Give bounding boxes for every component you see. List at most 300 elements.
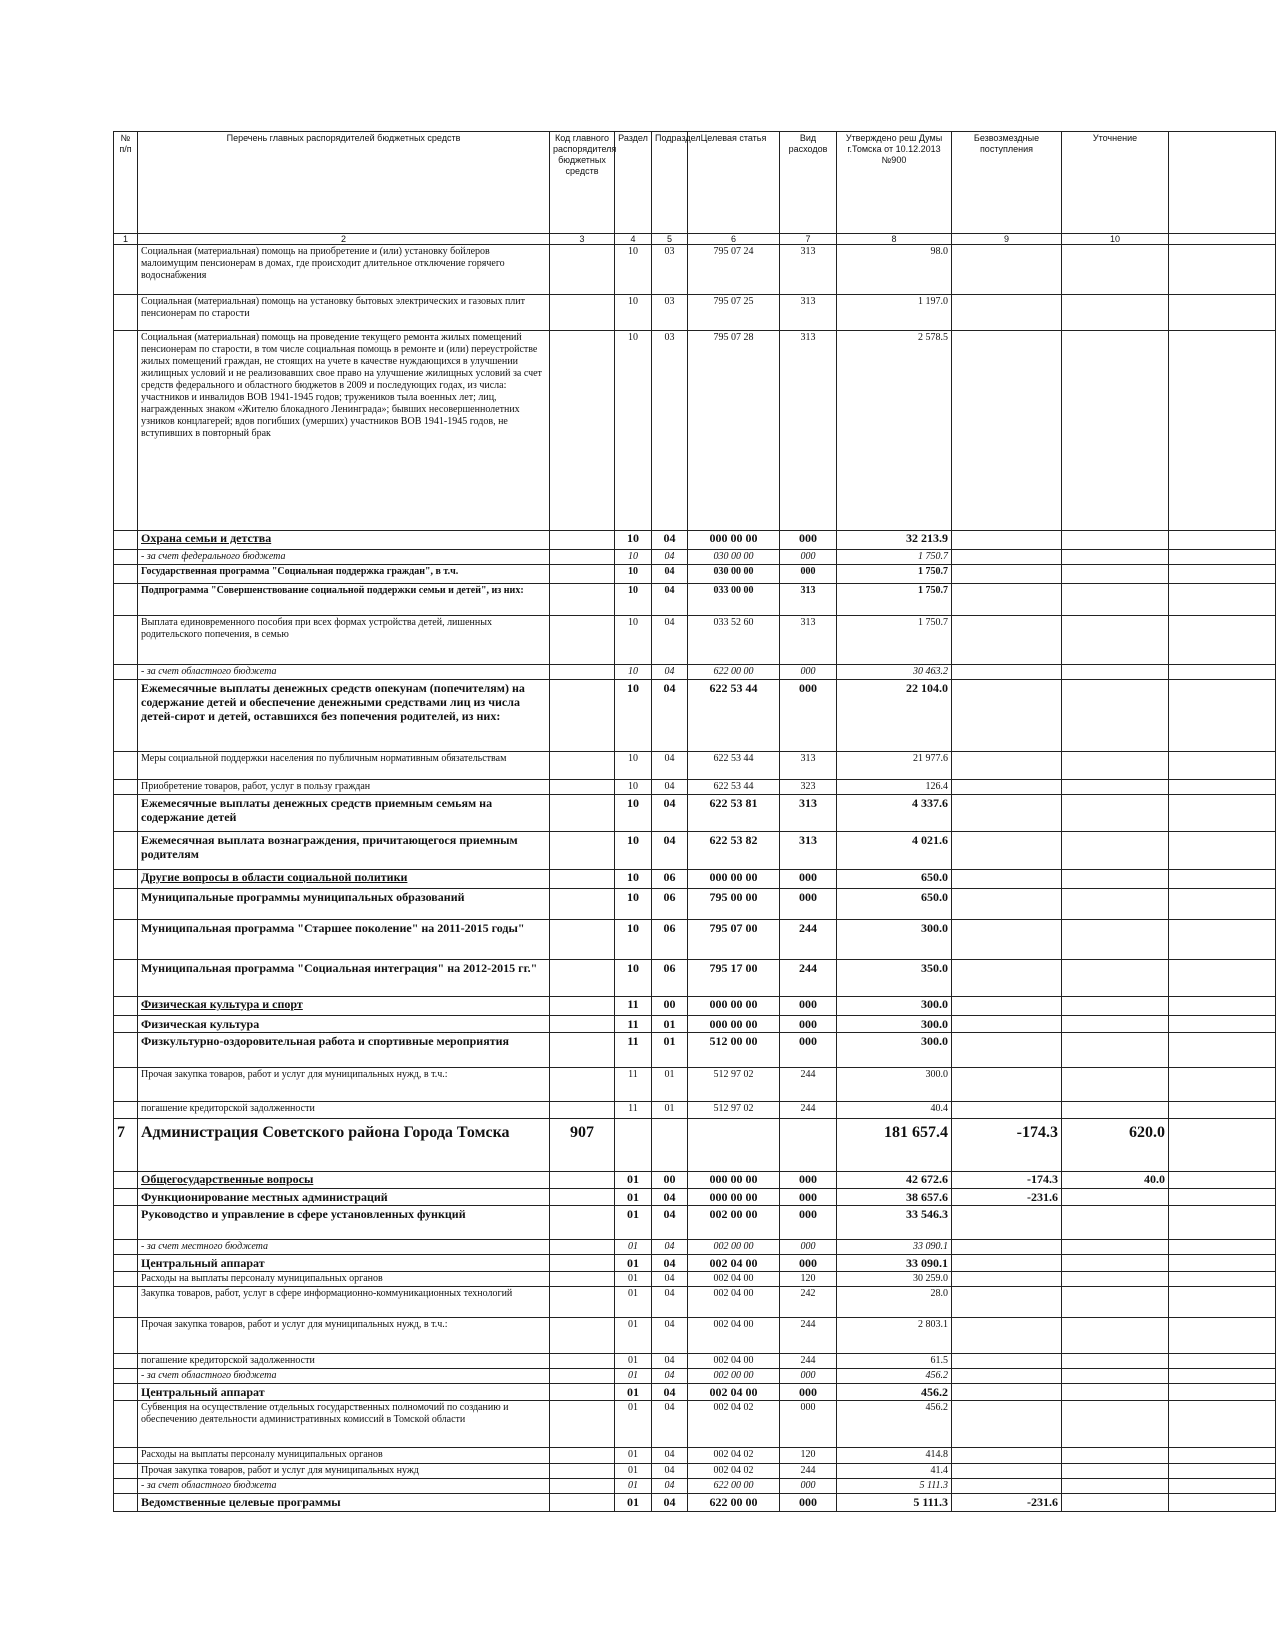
row-code (550, 1189, 615, 1206)
row-target-article: 795 07 00 (688, 920, 780, 960)
row-approved-amount: 456.2 (837, 1384, 952, 1401)
row-adjustment (1062, 1068, 1169, 1102)
row-podrazdel: 04 (652, 1384, 688, 1401)
row-razdel: 10 (615, 752, 652, 780)
row-approved-amount: 5 111.3 (837, 1494, 952, 1512)
row-adjustment (1062, 1384, 1169, 1401)
row-razdel: 01 (615, 1369, 652, 1384)
row-approved-amount: 61.5 (837, 1354, 952, 1369)
row-free-receipts (952, 1287, 1062, 1318)
row-number (114, 665, 138, 680)
row-adjustment (1062, 1272, 1169, 1287)
table-row (114, 889, 1276, 920)
row-code (550, 1172, 615, 1189)
row-target-article: 002 04 02 (688, 1401, 780, 1448)
table-row (114, 1240, 1276, 1255)
row-code: 907 (550, 1119, 615, 1172)
row-name: Социальная (материальная) помощь на установку бытовых электрических и газовых плит пенсионерам по старости (138, 295, 550, 331)
row-expense-type: 313 (780, 752, 837, 780)
row-free-receipts (952, 245, 1062, 295)
row-approved-amount: 1 750.7 (837, 584, 952, 616)
row-name: Центральный аппарат (138, 1384, 550, 1401)
row-approved-amount: 1 197.0 (837, 295, 952, 331)
row-razdel: 10 (615, 245, 652, 295)
row-expense-type: 323 (780, 780, 837, 795)
table-row (114, 565, 1276, 584)
row-expense-type: 313 (780, 832, 837, 870)
row-razdel: 01 (615, 1255, 652, 1272)
row-target-article: 622 53 82 (688, 832, 780, 870)
row-razdel: 10 (615, 616, 652, 665)
row-expense-type: 000 (780, 680, 837, 752)
row-free-receipts: -231.6 (952, 1494, 1062, 1512)
row-expense-type: 244 (780, 1464, 837, 1479)
row-name: Социальная (материальная) помощь на приобретение и (или) установку бойлеров малоимущим пенсионерам в домах, где происходит длительное отключение горячего водоснабжения (138, 245, 550, 295)
table-row (114, 1401, 1276, 1448)
row-number (114, 295, 138, 331)
row-free-receipts (952, 1033, 1062, 1068)
row-free-receipts (952, 531, 1062, 550)
row-podrazdel: 04 (652, 780, 688, 795)
header-adjustment: Уточнение (1062, 132, 1169, 234)
row-approved-amount: 5 111.3 (837, 1479, 952, 1494)
row-name: Закупка товаров, работ, услуг в сфере информационно-коммуникационных технологий (138, 1287, 550, 1318)
row-target-article: 002 04 02 (688, 1448, 780, 1464)
row-adjustment (1062, 550, 1169, 565)
table-row (114, 960, 1276, 997)
table-row (114, 1384, 1276, 1401)
row-free-receipts (952, 752, 1062, 780)
row-target-article: 033 00 00 (688, 584, 780, 616)
row-number (114, 1287, 138, 1318)
row-code (550, 1102, 615, 1119)
row-approved-amount: 38 657.6 (837, 1189, 952, 1206)
table-row (114, 1102, 1276, 1119)
row-adjustment (1062, 1464, 1169, 1479)
table-row (114, 780, 1276, 795)
row-code (550, 1479, 615, 1494)
row-free-receipts (952, 1354, 1062, 1369)
row-free-receipts (952, 795, 1062, 832)
row-name: Ежемесячные выплаты денежных средств опекунам (попечителям) на содержание детей и обеспечение денежными средствами лиц из числа детей-сирот и детей, оставшихся без попечения родителей, из них: (138, 680, 550, 752)
header-podrazdel: Подраздел (652, 132, 688, 234)
row-approved-amount: 30 259.0 (837, 1272, 952, 1287)
row-podrazdel (652, 1119, 688, 1172)
row-podrazdel: 03 (652, 295, 688, 331)
row-number (114, 1033, 138, 1068)
row-adjustment (1062, 920, 1169, 960)
row-number (114, 565, 138, 584)
row-razdel: 01 (615, 1384, 652, 1401)
row-approved-amount: 650.0 (837, 870, 952, 889)
row-adjustment (1062, 1102, 1169, 1119)
row-number (114, 550, 138, 565)
row-podrazdel: 04 (652, 795, 688, 832)
row-number (114, 780, 138, 795)
row-razdel: 10 (615, 680, 652, 752)
header-num: № п/п (114, 132, 138, 234)
row-approved-amount: 300.0 (837, 1068, 952, 1102)
row-name: Администрация Советского района Города Томска (138, 1119, 550, 1172)
row-expense-type: 000 (780, 1369, 837, 1384)
table-row (114, 245, 1276, 295)
row-name: Прочая закупка товаров, работ и услуг для муниципальных нужд (138, 1464, 550, 1479)
row-podrazdel: 04 (652, 1448, 688, 1464)
row-expense-type: 000 (780, 1189, 837, 1206)
row-razdel: 10 (615, 960, 652, 997)
table-row (114, 920, 1276, 960)
row-razdel: 10 (615, 780, 652, 795)
row-free-receipts (952, 616, 1062, 665)
row-adjustment (1062, 565, 1169, 584)
row-approved-amount: 300.0 (837, 920, 952, 960)
row-podrazdel: 01 (652, 1068, 688, 1102)
row-approved-amount: 33 090.1 (837, 1255, 952, 1272)
column-numbers-row (114, 234, 1276, 245)
row-adjustment (1062, 795, 1169, 832)
row-expense-type: 000 (780, 870, 837, 889)
row-podrazdel: 00 (652, 1172, 688, 1189)
row-target-article: 002 04 00 (688, 1272, 780, 1287)
row-approved-amount: 181 657.4 (837, 1119, 952, 1172)
row-approved-amount: 30 463.2 (837, 665, 952, 680)
row-target-article: 000 00 00 (688, 531, 780, 550)
row-podrazdel: 04 (652, 1354, 688, 1369)
row-target-article: 795 07 24 (688, 245, 780, 295)
row-expense-type: 000 (780, 665, 837, 680)
table-row (114, 584, 1276, 616)
row-code (550, 1318, 615, 1354)
row-number (114, 1494, 138, 1512)
row-razdel: 10 (615, 665, 652, 680)
header-extra (1169, 132, 1276, 234)
row-razdel: 11 (615, 1068, 652, 1102)
row-podrazdel: 04 (652, 1494, 688, 1512)
table-row (114, 1369, 1276, 1384)
row-podrazdel: 04 (652, 1272, 688, 1287)
table-row (114, 616, 1276, 665)
row-number (114, 832, 138, 870)
row-razdel: 10 (615, 531, 652, 550)
table-row (114, 1119, 1276, 1172)
row-podrazdel: 04 (652, 531, 688, 550)
row-approved-amount: 456.2 (837, 1369, 952, 1384)
row-adjustment (1062, 960, 1169, 997)
row-free-receipts (952, 1384, 1062, 1401)
row-free-receipts (952, 295, 1062, 331)
row-code (550, 1287, 615, 1318)
row-number (114, 1464, 138, 1479)
row-target-article: 033 52 60 (688, 616, 780, 665)
row-adjustment (1062, 1354, 1169, 1369)
row-expense-type: 313 (780, 331, 837, 531)
row-name: Приобретение товаров, работ, услуг в пользу граждан (138, 780, 550, 795)
table-row (114, 1318, 1276, 1354)
row-razdel: 11 (615, 1102, 652, 1119)
row-adjustment (1062, 1494, 1169, 1512)
row-number (114, 1172, 138, 1189)
header-approved: Утверждено реш Думы г.Томска от 10.12.2013 №900 (837, 132, 952, 234)
row-approved-amount: 2 578.5 (837, 331, 952, 531)
row-razdel: 01 (615, 1287, 652, 1318)
table-row (114, 1189, 1276, 1206)
row-name: Социальная (материальная) помощь на проведение текущего ремонта жилых помещений пенсионерам по старости, в том числе социальная помощь в ремонте и (или) переустройстве жилых помещений граждан, не стоящих на учете в качестве нуждающихся в улучшении жилищных условий и не реализовавших свое право на улучшение жилищных условий за счет средств федерального и областного бюджетов в 2009 и последующих годах, из числа: участников и инвалидов ВОВ 1941-1945 годов; тружеников тыла военных лет; лиц, награжденных знаком «Жителю блокадного Ленинграда»; бывших несовершеннолетних узников концлагерей; вдов погибших (умерших) участников ВОВ 1941-1945 годов, не вступивших в повторный брак (138, 331, 550, 531)
row-approved-amount: 1 750.7 (837, 550, 952, 565)
row-podrazdel: 04 (652, 665, 688, 680)
column-number: 10 (1062, 234, 1169, 245)
row-expense-type: 242 (780, 1287, 837, 1318)
row-target-article: 030 00 00 (688, 550, 780, 565)
row-number: 7 (114, 1119, 138, 1172)
row-target-article: 002 04 00 (688, 1384, 780, 1401)
row-target-article: 002 04 00 (688, 1318, 780, 1354)
table-row (114, 680, 1276, 752)
row-target-article: 512 97 02 (688, 1068, 780, 1102)
row-number (114, 1479, 138, 1494)
row-podrazdel: 01 (652, 1102, 688, 1119)
row-code (550, 1033, 615, 1068)
row-number (114, 616, 138, 665)
row-free-receipts (952, 584, 1062, 616)
row-target-article: 622 53 44 (688, 780, 780, 795)
column-number: 7 (780, 234, 837, 245)
row-target-article: 512 97 02 (688, 1102, 780, 1119)
row-free-receipts (952, 1068, 1062, 1102)
row-adjustment (1062, 1189, 1169, 1206)
row-name: Ежемесячная выплата вознаграждения, причитающегося приемным родителям (138, 832, 550, 870)
row-adjustment (1062, 1318, 1169, 1354)
row-razdel: 01 (615, 1172, 652, 1189)
column-number: 5 (652, 234, 688, 245)
row-name: Муниципальная программа "Социальная интеграция" на 2012-2015 гг." (138, 960, 550, 997)
row-approved-amount: 40.4 (837, 1102, 952, 1119)
row-name: Субвенция на осуществление отдельных государственных полномочий по созданию и обеспечению деятельности административных комиссий в Томской области (138, 1401, 550, 1448)
row-approved-amount: 42 672.6 (837, 1172, 952, 1189)
row-free-receipts (952, 1448, 1062, 1464)
row-target-article: 002 00 00 (688, 1240, 780, 1255)
row-adjustment (1062, 870, 1169, 889)
row-podrazdel: 03 (652, 245, 688, 295)
row-expense-type: 313 (780, 616, 837, 665)
row-adjustment (1062, 832, 1169, 870)
row-expense-type: 313 (780, 584, 837, 616)
row-target-article: 002 04 02 (688, 1464, 780, 1479)
row-razdel: 10 (615, 550, 652, 565)
row-razdel: 01 (615, 1448, 652, 1464)
row-code (550, 1464, 615, 1479)
row-podrazdel: 04 (652, 616, 688, 665)
row-razdel: 01 (615, 1318, 652, 1354)
row-razdel: 01 (615, 1354, 652, 1369)
row-code (550, 616, 615, 665)
row-razdel: 10 (615, 295, 652, 331)
column-number: 9 (952, 234, 1062, 245)
row-podrazdel: 04 (652, 752, 688, 780)
row-expense-type: 313 (780, 795, 837, 832)
row-podrazdel: 04 (652, 1318, 688, 1354)
row-target-article: 000 00 00 (688, 997, 780, 1016)
row-adjustment (1062, 531, 1169, 550)
table-row (114, 752, 1276, 780)
row-name: Физическая культура и спорт (138, 997, 550, 1016)
row-code (550, 1272, 615, 1287)
row-name: Охрана семьи и детства (138, 531, 550, 550)
row-approved-amount: 22 104.0 (837, 680, 952, 752)
row-adjustment (1062, 680, 1169, 752)
row-razdel: 01 (615, 1401, 652, 1448)
row-name: Общегосударственные вопросы (138, 1172, 550, 1189)
row-name: - за счет областного бюджета (138, 1479, 550, 1494)
row-adjustment (1062, 1033, 1169, 1068)
row-name: Физкультурно-оздоровительная работа и спортивные мероприятия (138, 1033, 550, 1068)
table-row (114, 1255, 1276, 1272)
row-target-article: 622 53 81 (688, 795, 780, 832)
row-podrazdel: 04 (652, 680, 688, 752)
row-name: - за счет федерального бюджета (138, 550, 550, 565)
row-expense-type (780, 1119, 837, 1172)
row-number (114, 997, 138, 1016)
row-expense-type: 000 (780, 1033, 837, 1068)
row-code (550, 1448, 615, 1464)
row-target-article: 622 00 00 (688, 1479, 780, 1494)
row-adjustment (1062, 295, 1169, 331)
row-free-receipts (952, 780, 1062, 795)
row-adjustment (1062, 616, 1169, 665)
row-podrazdel: 04 (652, 1369, 688, 1384)
table-row (114, 1354, 1276, 1369)
row-free-receipts: -174.3 (952, 1172, 1062, 1189)
table-row (114, 795, 1276, 832)
row-podrazdel: 04 (652, 1189, 688, 1206)
row-expense-type: 000 (780, 889, 837, 920)
row-podrazdel: 04 (652, 565, 688, 584)
row-adjustment (1062, 245, 1169, 295)
row-code (550, 531, 615, 550)
row-adjustment (1062, 1448, 1169, 1464)
row-number (114, 331, 138, 531)
row-name: - за счет областного бюджета (138, 1369, 550, 1384)
row-number (114, 1102, 138, 1119)
row-approved-amount: 1 750.7 (837, 616, 952, 665)
table-row (114, 1479, 1276, 1494)
row-free-receipts (952, 1464, 1062, 1479)
row-podrazdel: 06 (652, 870, 688, 889)
row-free-receipts (952, 1401, 1062, 1448)
row-razdel: 10 (615, 832, 652, 870)
table-row (114, 1033, 1276, 1068)
row-expense-type: 000 (780, 997, 837, 1016)
header-free-receipts: Безвозмездные поступления (952, 132, 1062, 234)
row-expense-type: 000 (780, 1494, 837, 1512)
row-podrazdel: 04 (652, 1287, 688, 1318)
row-name: Подпрограмма "Совершенствование социальной поддержки семьи и детей", из них: (138, 584, 550, 616)
row-approved-amount: 28.0 (837, 1287, 952, 1318)
column-number: 2 (138, 234, 550, 245)
row-razdel: 10 (615, 584, 652, 616)
row-adjustment: 40.0 (1062, 1172, 1169, 1189)
row-expense-type: 244 (780, 960, 837, 997)
row-adjustment (1062, 584, 1169, 616)
row-name: Центральный аппарат (138, 1255, 550, 1272)
row-adjustment (1062, 1287, 1169, 1318)
row-target-article: 002 04 00 (688, 1287, 780, 1318)
row-name: Расходы на выплаты персоналу муниципальных органов (138, 1272, 550, 1287)
row-code (550, 1354, 615, 1369)
row-number (114, 1354, 138, 1369)
row-target-article: 000 00 00 (688, 1172, 780, 1189)
row-free-receipts (952, 889, 1062, 920)
row-approved-amount: 650.0 (837, 889, 952, 920)
row-podrazdel: 06 (652, 960, 688, 997)
row-approved-amount: 4 337.6 (837, 795, 952, 832)
row-name: Ведомственные целевые программы (138, 1494, 550, 1512)
row-podrazdel: 06 (652, 920, 688, 960)
row-code (550, 780, 615, 795)
row-target-article: 622 00 00 (688, 665, 780, 680)
row-podrazdel: 03 (652, 331, 688, 531)
row-free-receipts (952, 1272, 1062, 1287)
table-row (114, 295, 1276, 331)
row-adjustment (1062, 1016, 1169, 1033)
row-approved-amount: 33 546.3 (837, 1206, 952, 1240)
row-code (550, 997, 615, 1016)
row-code (550, 1384, 615, 1401)
row-free-receipts (952, 832, 1062, 870)
row-approved-amount: 2 803.1 (837, 1318, 952, 1354)
row-code (550, 795, 615, 832)
row-adjustment (1062, 997, 1169, 1016)
row-code (550, 665, 615, 680)
row-free-receipts (952, 870, 1062, 889)
row-approved-amount: 41.4 (837, 1464, 952, 1479)
row-podrazdel: 00 (652, 997, 688, 1016)
row-podrazdel: 04 (652, 1401, 688, 1448)
row-adjustment (1062, 752, 1169, 780)
row-razdel: 01 (615, 1189, 652, 1206)
table-row (114, 1464, 1276, 1479)
row-podrazdel: 04 (652, 1464, 688, 1479)
table-row (114, 331, 1276, 531)
column-number: 8 (837, 234, 952, 245)
row-name: Муниципальные программы муниципальных образований (138, 889, 550, 920)
row-free-receipts (952, 920, 1062, 960)
row-razdel: 11 (615, 997, 652, 1016)
row-approved-amount: 4 021.6 (837, 832, 952, 870)
column-number: 6 (688, 234, 780, 245)
row-approved-amount: 98.0 (837, 245, 952, 295)
row-razdel: 10 (615, 870, 652, 889)
row-adjustment (1062, 1255, 1169, 1272)
row-code (550, 245, 615, 295)
row-target-article: 002 04 00 (688, 1255, 780, 1272)
row-name: Выплата единовременного пособия при всех формах устройства детей, лишенных родительского попечения, в семью (138, 616, 550, 665)
row-number (114, 1369, 138, 1384)
row-name: Государственная программа "Социальная поддержка граждан", в т.ч. (138, 565, 550, 584)
row-free-receipts (952, 565, 1062, 584)
table-row (114, 1494, 1276, 1512)
row-adjustment (1062, 1401, 1169, 1448)
row-adjustment (1062, 665, 1169, 680)
header-razdel: Раздел (615, 132, 652, 234)
table-row (114, 832, 1276, 870)
row-podrazdel: 04 (652, 1240, 688, 1255)
row-code (550, 870, 615, 889)
row-approved-amount: 33 090.1 (837, 1240, 952, 1255)
row-expense-type: 000 (780, 1240, 837, 1255)
row-free-receipts (952, 1102, 1062, 1119)
table-row (114, 550, 1276, 565)
row-name: Руководство и управление в сфере установленных функций (138, 1206, 550, 1240)
